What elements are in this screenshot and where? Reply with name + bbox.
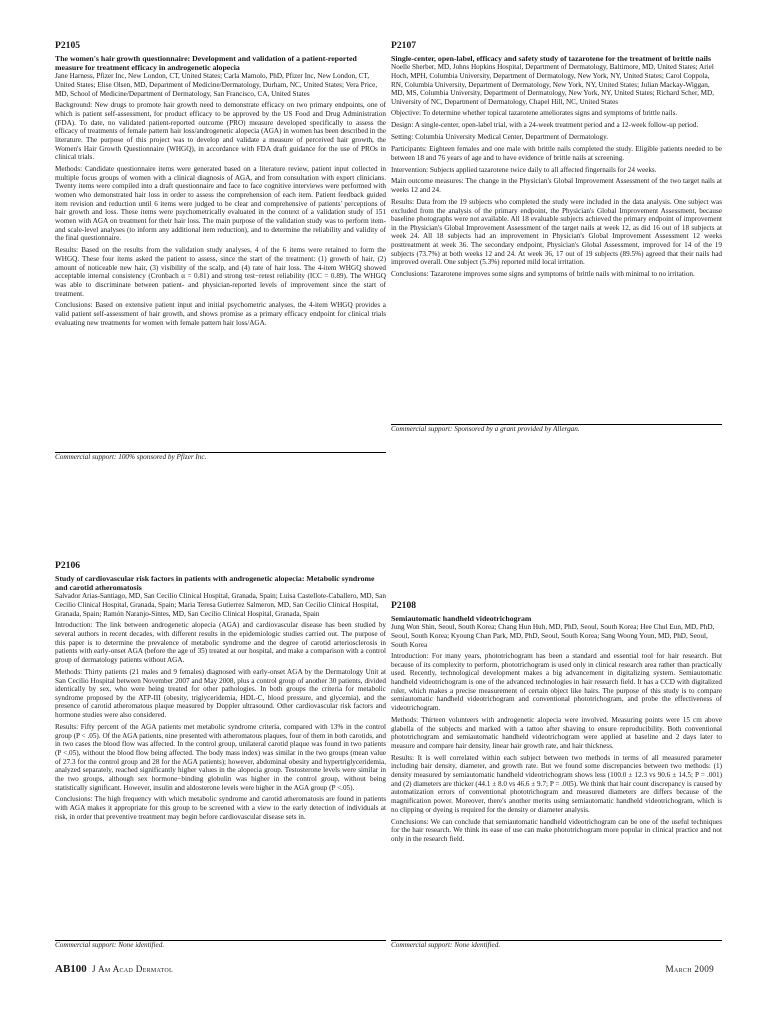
- abstract-p2108: [391, 600, 722, 955]
- abstract-p2107: [391, 40, 722, 465]
- commercial-support: Commercial support: 100% sponsored by Pfizer Inc.: [55, 453, 207, 461]
- abstract-p2106: [55, 560, 386, 955]
- abstract-code: P2107: [391, 40, 417, 51]
- abstract-title: Single-center, open-label, efficacy and safety study of tazarotene for the treatment of brittle nails: [391, 54, 711, 63]
- abstract-background: Background: New drugs to promote hair growth need to demonstrate efficacy on two primary endpoints, one of which is patient self-assessment, for product efficacy to be approved by the US Food and Drug Administration (FDA). To date, no validated patient-reported outcome (PRO) measure developed specifically to assess the efficacy of treatments of female pattern hair loss/androgenetic alopecia (AGA) in women has been described in the literature. The purpose of this project was to develop and validate a measure of perceived hair growth, the Women's Hair Growth Questionnaire (WHGQ), in accordance with FDA draft guidance for the use of PROs in clinical trials.: [55, 101, 386, 162]
- commercial-support: Commercial support: None identified.: [391, 941, 501, 949]
- abstract-authors: Jung Won Shin, Seoul, South Korea; Chang Hun Huh, MD, PhD, Seoul, South Korea; Hee Chul Eun, MD, PhD, Seoul, South Korea; Kyoung Chan Park, MD, PhD, Seoul, South Korea; Sang Woong Youn, MD, PhD, Seoul, South Korea: [391, 623, 715, 649]
- abstract-participants: Participants: Eighteen females and one male with brittle nails completed the study. Eligible patients needed to be between 18 and 76 years of age and to have evidence of brittle nails at screening.: [391, 145, 722, 162]
- abstract-design: Design: A single-center, open-label trial, with a 24-week treatment period and a 12-week follow-up period.: [391, 121, 699, 130]
- abstract-authors: Noelle Sherber, MD, Johns Hopkins Hospital, Department of Dermatology, Baltimore, MD, United States; Ariel Hoch, MPH, Columbia University, Department of Dermatology, New York, NY, United States; Carol Coppola, RN, Columbia University, Department of Dermatology, New York, NY, United States; Julian Mackay-Wiggan, MD, MS, Columbia University, Department of Dermatology, New York, NY, United States; Richard Scher, MD, University of NC, Department of Dermatology, Chapel Hill, NC, United States: [391, 63, 715, 106]
- commercial-support: Commercial support: Sponsored by a grant provided by Allergan.: [391, 425, 580, 433]
- abstract-introduction: Introduction: The link between androgenetic alopecia (AGA) and cardiovascular disease has been studied by several authors in recent decades, with different results in the epidemiologic studies carried out. The purpose of this paper is to determine the prevalence of metabolic syndrome and the degree of carotid arteriosclerosis in patients with early-onset AGA (before the age of 35) treated at our hospital, and make a comparison with a control group of dermatology patients without AGA.: [55, 621, 386, 664]
- abstract-conclusions: Conclusions: Based on extensive patient input and initial psychometric analyses, the 4-item WHGQ provides a valid patient self-assessment of hair growth, and shows promise as a primary efficacy endpoint for clinical trials evaluating new treatments for women with female pattern hair loss/AGA.: [55, 301, 386, 327]
- abstract-results: Results: It is well correlated within each subject between two methods in terms of all measured parameter including hair density, diameter, and growth rate. But we found some discrepancies between two methods: (1) density measured by semiautomatic handheld videotrichogram shows less (100.0 ± 12.3 vs 90.6 ± 14.5; P = .001) and (2) diameters are thicker (44.1 ± 8.0 vs 46.6 ± 9.7; P = .005). We think that hair count discrepancy is caused by automatization errors of conventional phototrichogram and measured diameters are differs because of the magnification power. Moreover, there's another merits using semiautomatic handheld videotrichogram, which is no clipping or dyeing is required for the density or diameter analysis.: [391, 753, 722, 814]
- issue-date: March 2009: [665, 964, 714, 974]
- abstract-conclusions: Conclusions: Tazarotene improves some signs and symptoms of brittle nails with minimal to no irritation.: [391, 270, 695, 279]
- abstract-authors: Salvador Arias-Santiago, MD, San Cecilio Clinical Hospital, Granada, Spain; Luisa Castellote-Caballero, MD, San Cecilio Clinical Hospital, Granada, Spain; Maria Teresa Gutierrez Salmeron, MD, San Cecilio Clinical Hospital, Granada, Spain; Ramón Naranjo-Sintes, MD, San Cecilio Clinical Hospital, Granada, Spain: [55, 592, 386, 618]
- abstract-code: P2105: [55, 40, 81, 51]
- abstract-introduction: Introduction: For many years, phototrichogram has been a standard and essential tool for hair research. But because of its complexity to perform, phototrichogram is used only in clinical research area rather than practically used. Recently, technological development makes a big advancement in digitalizing system. Semiautomatic handheld videotrichogram is one of the advanced technologies in hair research field. It has a CCD with digitalized ruler, which makes a precise measurement of certain object like hairs. The purpose of this study is to compare semiautomatic handheld videotrichogram and conventional phototrichogram, and probe the effectiveness of videotrichogram.: [391, 652, 722, 713]
- commercial-support: Commercial support: None identified.: [55, 941, 165, 949]
- page-footer: [55, 963, 714, 977]
- abstract-title: Semiautomatic handheld videotrichogram: [391, 614, 532, 623]
- abstract-code: P2106: [55, 560, 81, 571]
- abstract-conclusions: Conclusions: The high frequency with which metabolic syndrome and carotid atheromatosis are found in patients with AGA makes it appropriate for this group to be screened with a view to the early detection of individuals at risk, in order that preventive treatment may begin before cardiovascular disease sets in.: [55, 795, 386, 821]
- abstract-setting: Setting: Columbia University Medical Center, Department of Dermatology.: [391, 133, 609, 142]
- abstract-methods: Methods: Candidate questionnaire items were generated based on a literature review, patient input collected in multiple focus groups of women with a clinical diagnosis of AGA, and from consultation with expert clinicians. Twenty items were compiled into a draft questionnaire and face to face cognitive interviews were performed with women who demonstrated hair loss in order to assess the comprehension of each item. Patient feedback guided item revision and reduction until 6 items were judged to be clear and comprehensive of patients' perceptions of hair growth and loss. These items were psychometrically evaluated in the context of a validation study of 151 women with AGA on treatment for their hair loss. The main purpose of the validation study was to perform item- and scale-level analyses (to inform any additional item reduction), and to determine the reliability and validity of the final questionnaire.: [55, 165, 386, 243]
- abstract-results: Results: Data from the 19 subjects who completed the study were included in the data analysis. One subject was excluded from the analysis of the primary endpoint, the Physician's Global Improvement Assessment, because baseline photographs were not available. All 18 evaluable subjects achieved the primary endpoint of improvement in the Physician's Global Improvement Assessment of the target nails at week 12, as did 16 out of 18 subjects at week 24. All 18 subjects had an improvement in Physician's Global Improvement Assessment 12 weeks posttreatment at week 36. The secondary endpoint, Physician's Global Assessment, improved for 14 of the 19 subjects (73.7%) at both weeks 12 and 24. At week 36, 17 out of 19 subjects (89.5%) agreed that their nails had improved overall. One subject (5.3%) reported mild local irritation.: [391, 197, 722, 267]
- abstract-code: P2108: [391, 600, 417, 611]
- abstract-results: Results: Fifty percent of the AGA patients met metabolic syndrome criteria, compared with 13% in the control group (P < .05). Of the AGA patients, nine presented with atheromatous plaques, four of them in both carotids, and in two cases the blood flow was affected. In the control group, unilateral carotid plaque was found in two patients (P <.05), without the blood flow being affected. The body mass index) was similar in the two groups (mean value of 27.3 for the control group and 28 for the AGA patients); however, abdominal obesity and hypertriglyceridemia, analyzed separately, reached significantly higher values in the alopecia group. Testosterone levels were similar in the two groups, although sex hormone−binding globulin was higher in the control group, without being statistically significant. However, insulin and aldosterone levels were higher in the AGA group (P <.05).: [55, 722, 386, 792]
- abstract-title: Study of cardiovascular risk factors in patients with androgenetic alopecia: Metabolic syndrome and carotid atheromatosis: [55, 574, 375, 593]
- abstract-conclusions: Conclusions: We can conclude that semiautomatic handheld videotrichogram can be one of the useful techniques for the hair research. We think its ease of use can make phototrichogram more popular in clinical practice and not only in the research field.: [391, 817, 722, 843]
- abstract-methods: Methods: Thirty patients (21 males and 9 females) diagnosed with early-onset AGA by the Dermatology Unit at San Cecilio Hospital between November 2007 and May 2008, plus a control group of another 30 patients, divided identically by sex, who were being treated for other pathologies. In both groups the criteria for metabolic syndrome proposed by the ATP-III (obesity, triglyceridemia, HDL-C, blood pressure, and glycemia), and the presence of carotid atheromatous plaque measured by Doppler ultrasound. Other cardiovascular risk factors and hormone studies were also considered.: [55, 667, 386, 720]
- abstract-p2105: [55, 40, 386, 465]
- abstract-outcome-measures: Main outcome measures: The change in the Physician's Global Improvement Assessment of the two target nails at weeks 12 and 24.: [391, 177, 722, 195]
- page-number: AB100: [55, 963, 87, 975]
- abstract-authors: Jane Harness, Pfizer Inc, New London, CT, United States; Carla Mamolo, PhD, Pfizer Inc, New London, CT, United States; Elise Olsen, MD, Department of Medicine/Dermatology, Durham, NC, United States; Vera Price, MD, School of Medicine/Department of Dermatology, San Francisco, CA, United States: [55, 72, 378, 98]
- abstract-intervention: Intervention: Subjects applied tazarotene twice daily to all affected fingernails for 24 weeks.: [391, 165, 657, 174]
- abstract-methods: Methods: Thirteen volunteers with androgenetic alopecia were involved. Measuring points were 15 cm above glabella of the subjects and marked with a tattoo after shaving to ensure reproducibility. Both conventional phototrichogram and semiautomatic handheld videotrichogram were applied at baseline and 2 days later to measure and compare hair density, linear hair growth rate, and hair thickness.: [391, 715, 722, 750]
- abstract-results: Results: Based on the results from the validation study analyses, 4 of the 6 items were retained to form the WHGQ. These four items asked the patient to assess, since the start of the treatment: (1) growth of hair, (2) amount of noticeable new hair, (3) visibility of the scalp, and (4) rate of hair loss. The 4-item WHGQ showed acceptable internal consistency (Cronbach α = 0.81) and strong test−retest reliability (ICC = 0.89). The WHGQ was able to discriminate between patient- and physician-reported levels of improvement since the start of treatment.: [55, 246, 386, 298]
- journal-name: J Am Acad Dermatol: [92, 964, 173, 974]
- abstract-objective: Objective: To determine whether topical tazarotene ameliorates signs and symptoms of brittle nails.: [391, 109, 678, 118]
- abstract-title: The women's hair growth questionnaire: Development and validation of a patient-reported measure for treatment efficacy in androgenetic alopecia: [55, 54, 357, 73]
